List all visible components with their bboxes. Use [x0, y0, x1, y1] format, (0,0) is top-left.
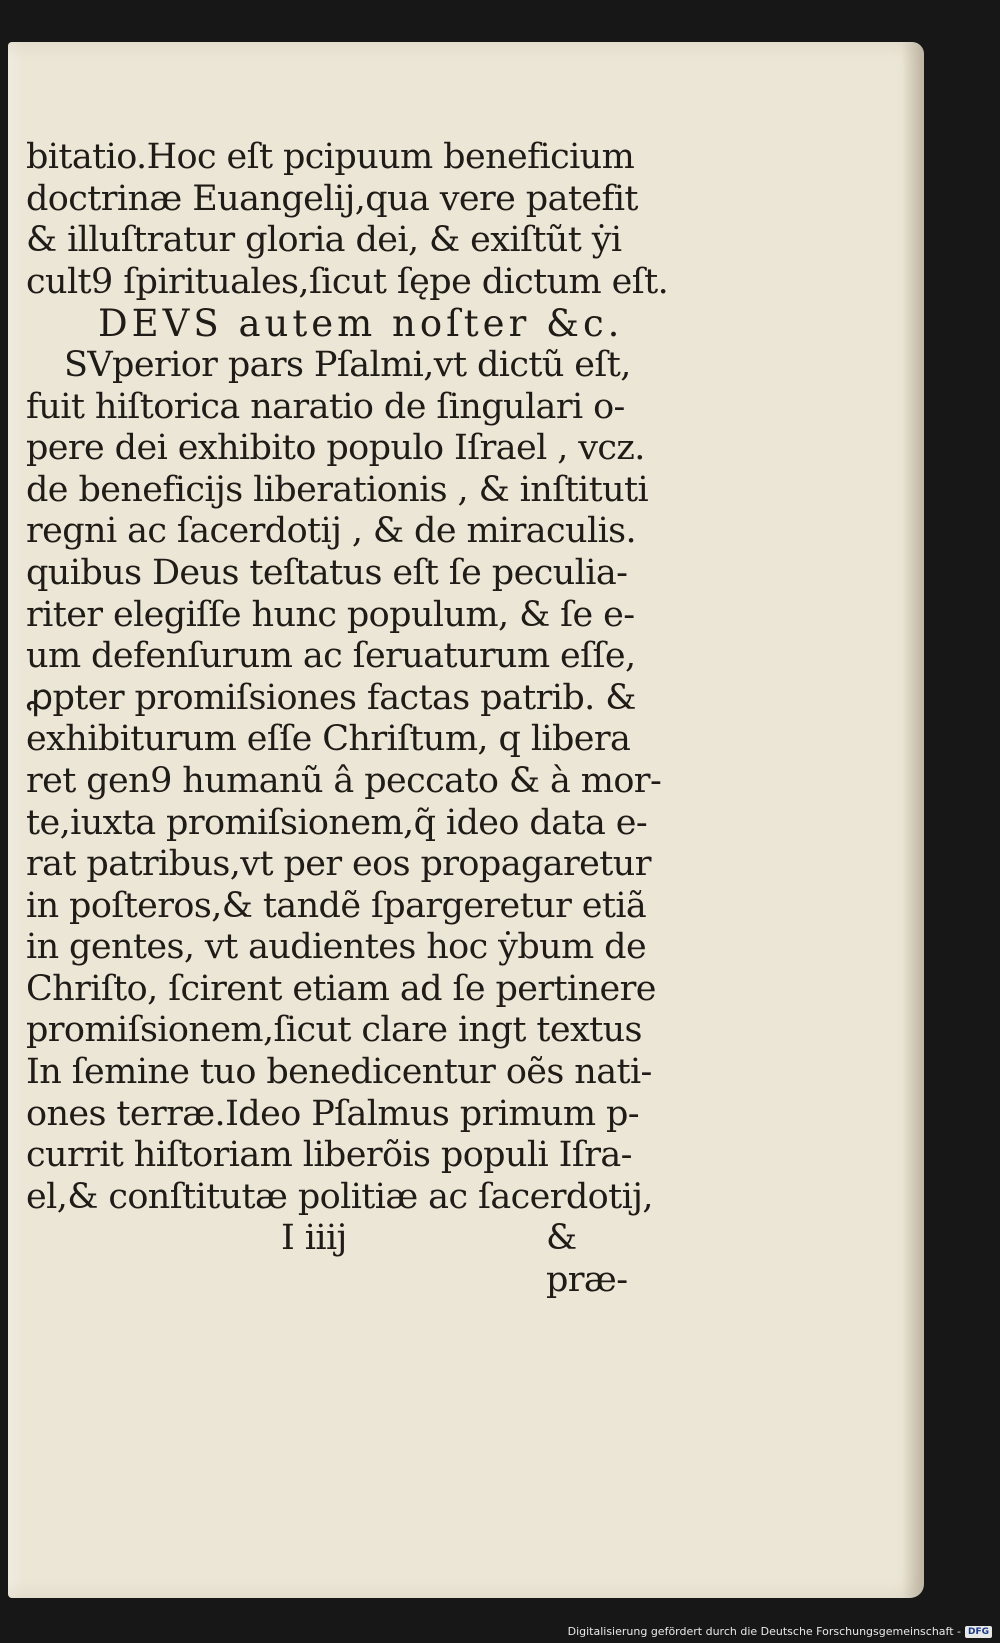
- text-line: ones terræ.Ideo Pſalmus primum p-: [26, 1093, 640, 1134]
- text-line: In ſemine tuo benedicentur oẽs nati-: [26, 1052, 652, 1093]
- signature-mark: I iiij: [281, 1218, 347, 1259]
- digitization-credit: [568, 1625, 992, 1638]
- text-line: in gentes, vt audientes hoc ẏbum de: [26, 927, 647, 968]
- text-line: currit hiſtoriam liberõis populi Iſra-: [26, 1135, 632, 1176]
- dfg-logo: DFG: [965, 1626, 992, 1638]
- text-line: ret gen9 humanũ â peccato & à mor-: [26, 760, 662, 801]
- book-page: [8, 42, 924, 1598]
- text-line: um defenſurum ac ſeruaturum eſſe,: [26, 636, 636, 677]
- text-line: doctrinæ Euangelij,qua vere patefit: [26, 178, 638, 219]
- text-line: ꝓpter promiſsiones factas patrib. &: [26, 677, 636, 718]
- text-line: cult9 ſpirituales,ſicut ſępe dictum eſt.: [26, 261, 669, 302]
- signature-line: [26, 1218, 658, 1301]
- text-line: promiſsionem,ſicut clare ingt textus: [26, 1010, 642, 1051]
- catchword: & præ-: [546, 1218, 628, 1301]
- text-line: regni ac ſacerdotij , & de miraculis.: [26, 511, 637, 552]
- text-line: bitatio.Hoc eſt pcipuum beneficium: [26, 137, 635, 177]
- text-line: SVperior pars Pſalmi,vt dictũ eſt,: [64, 344, 631, 385]
- text-line: el,& conſtitutæ politiæ ac ſacerdotij,: [26, 1176, 653, 1217]
- section-heading: DEVS autem noſter &c.: [98, 302, 624, 346]
- page-edge-shadow: [902, 42, 924, 1598]
- text-line: te,iuxta promiſsionem,q̃ ideo data e-: [26, 802, 648, 843]
- text-line: riter elegiſſe hunc populum, & ſe e-: [26, 594, 635, 635]
- text-line: pere dei exhibito populo Iſrael , vcz.: [26, 428, 645, 469]
- text-line: in poſteros,& tandẽ ſpargeretur etiã: [26, 885, 647, 926]
- text-line: fuit hiſtorica naratio de ſingulari o-: [26, 386, 625, 427]
- text-line: exhibiturum eſſe Chriſtum, q libera: [26, 719, 631, 760]
- text-line: Chriſto, ſcirent etiam ad ſe pertinere: [26, 968, 656, 1009]
- text-line: rat patribus,vt per eos propagaretur: [26, 844, 651, 885]
- text-line: & illuſtratur gloria dei, & exiſtũt ẏi: [26, 220, 622, 261]
- text-line: quibus Deus teſtatus eſt ſe peculia-: [26, 552, 628, 593]
- credit-text: Digitalisierung gefördert durch die Deutsche Forschungsgemeinschaft -: [567, 1625, 961, 1638]
- page-text-block: [26, 137, 669, 1301]
- text-line: de beneficijs liberationis , & inſtituti: [26, 469, 649, 510]
